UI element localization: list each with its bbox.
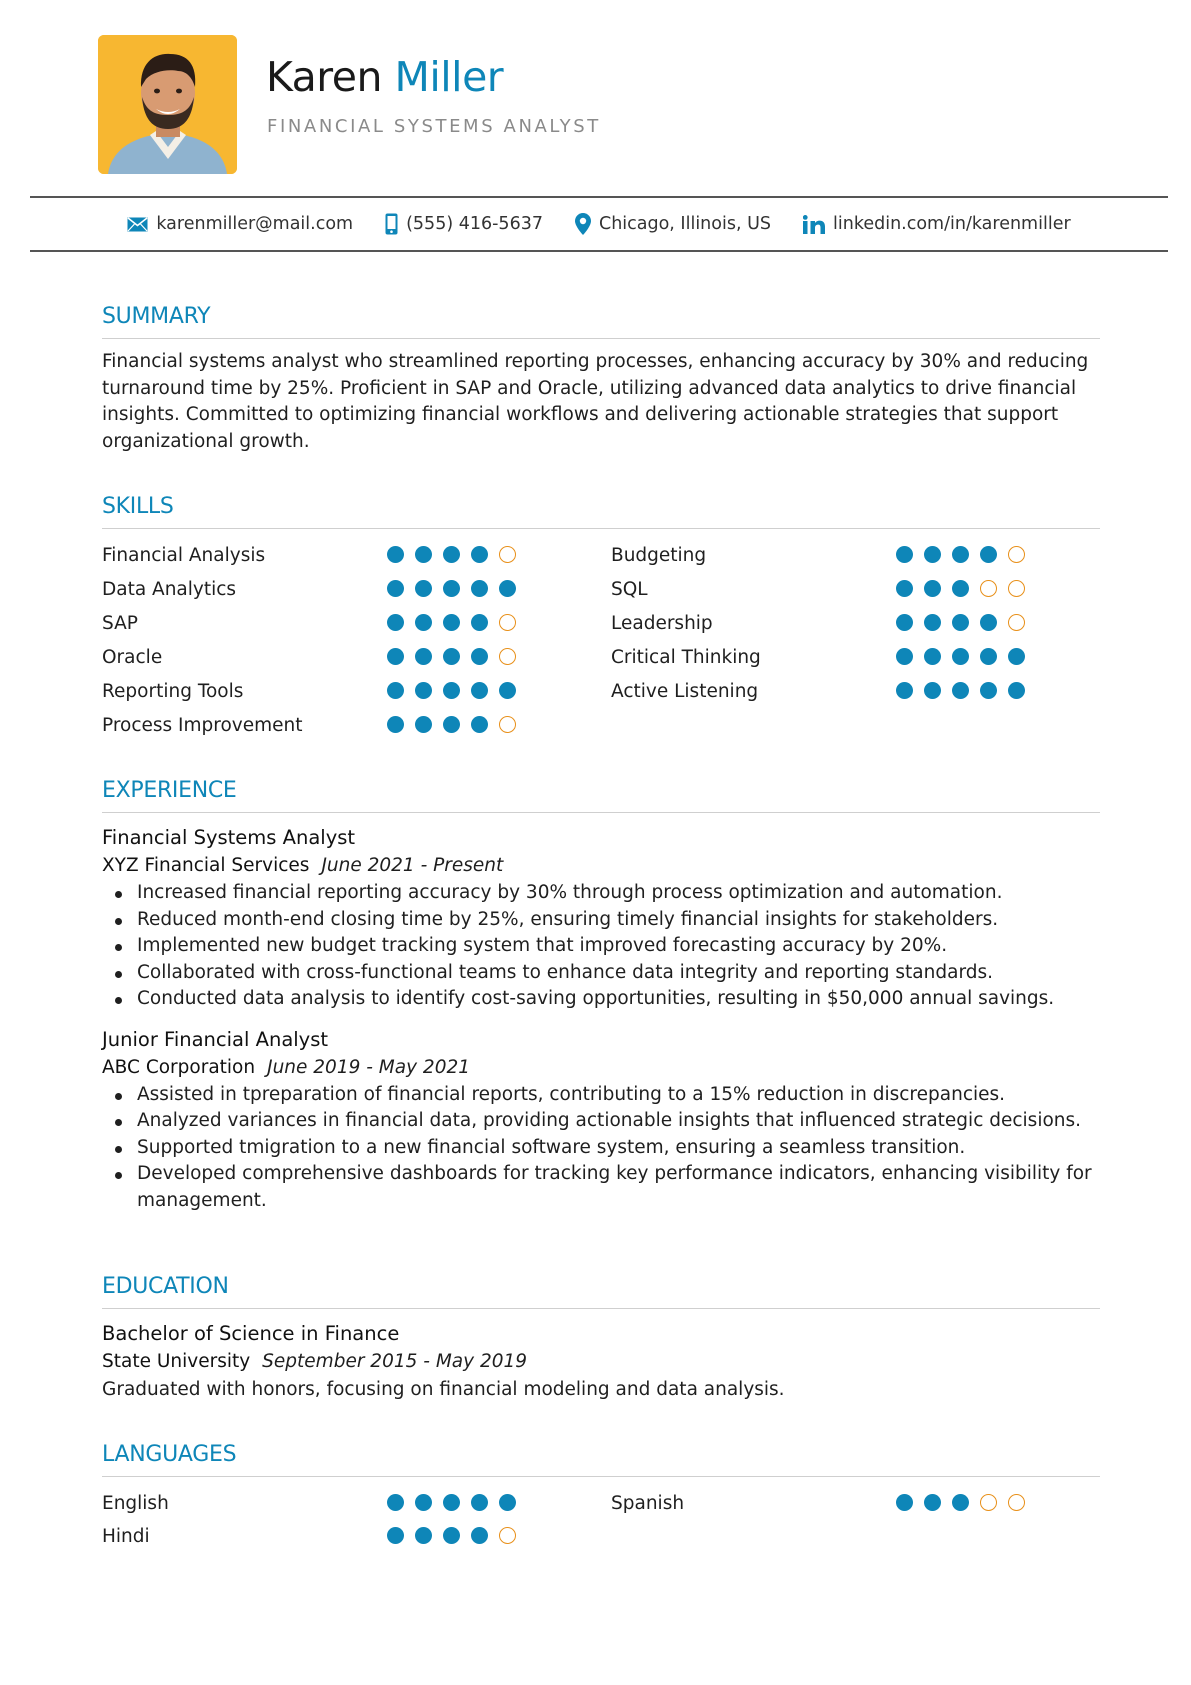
languages-section [102, 1441, 1100, 1558]
education-heading: EDUCATION [102, 1273, 1100, 1309]
rating-dot-filled [471, 682, 488, 699]
education-section [102, 1273, 1100, 1404]
rating-dot-empty [499, 1527, 516, 1544]
language-row [611, 1486, 1041, 1520]
job-position: Junior Financial Analyst [102, 1027, 329, 1051]
rating-dot-filled [896, 1494, 913, 1511]
job-meta [102, 1054, 1100, 1082]
skill-row [611, 606, 1041, 640]
rating-dot-filled [415, 682, 432, 699]
rating-dot-filled [471, 1494, 488, 1511]
rating-dots [896, 614, 1025, 631]
bullet-item: Assisted in tpreparation of financial reports, contributing to a 15% reduction in discrepancies. [102, 1082, 1100, 1109]
envelope-icon [127, 217, 148, 232]
skill-row [102, 538, 532, 572]
job-meta [102, 852, 1100, 880]
job-entry [102, 1026, 1100, 1215]
education-dates: September 2015 - May 2019 [262, 1351, 528, 1372]
bullet-item: Conducted data analysis to identify cost-saving opportunities, resulting in $50,000 annual savings. [102, 986, 1100, 1013]
degree: Bachelor of Science in Finance [102, 1322, 400, 1345]
rating-dot-filled [443, 1494, 460, 1511]
rating-dot-filled [896, 682, 913, 699]
job-title: FINANCIAL SYSTEMS ANALYST [267, 116, 601, 137]
rating-dot-filled [896, 580, 913, 597]
skill-row [611, 572, 1041, 606]
skill-label: Active Listening [611, 680, 759, 702]
skill-label: Process Improvement [102, 714, 303, 736]
last-name: Miller [394, 53, 504, 101]
rating-dot-filled [952, 1494, 969, 1511]
rating-dot-filled [415, 1494, 432, 1511]
skill-row [102, 640, 532, 674]
phone-text: (555) 416-5637 [406, 214, 543, 234]
rating-dot-filled [896, 614, 913, 631]
rating-dots [387, 580, 516, 597]
contact-bar [30, 196, 1168, 252]
linkedin-text: linkedin.com/in/karenmiller [833, 214, 1071, 234]
rating-dot-filled [387, 648, 404, 665]
rating-dot-filled [471, 716, 488, 733]
rating-dot-filled [1008, 682, 1025, 699]
school: State University [102, 1351, 251, 1372]
contact-location [575, 213, 771, 235]
job-company: XYZ Financial Services [102, 855, 310, 876]
skill-label: Data Analytics [102, 578, 237, 600]
bullet-item: Reduced month-end closing time by 25%, ensuring timely financial insights for stakeholders. [102, 907, 1100, 934]
rating-dots [896, 1494, 1025, 1511]
rating-dot-filled [471, 614, 488, 631]
rating-dot-empty [980, 580, 997, 597]
rating-dot-filled [924, 614, 941, 631]
rating-dots [387, 546, 516, 563]
rating-dot-filled [980, 614, 997, 631]
rating-dot-filled [443, 614, 460, 631]
profile-photo [98, 35, 237, 174]
rating-dot-filled [443, 716, 460, 733]
rating-dot-filled [387, 580, 404, 597]
rating-dot-filled [924, 1494, 941, 1511]
skill-label: Oracle [102, 646, 163, 668]
bullet-item: Supported tmigration to a new financial software system, ensuring a seamless transition. [102, 1135, 1100, 1162]
rating-dot-filled [387, 1494, 404, 1511]
job-dates: June 2021 - Present [321, 855, 504, 876]
education-meta [102, 1348, 1100, 1376]
rating-dot-filled [443, 546, 460, 563]
rating-dot-filled [980, 648, 997, 665]
skill-row [102, 572, 532, 606]
rating-dot-filled [952, 580, 969, 597]
contact-linkedin[interactable] [803, 214, 1071, 234]
job-company: ABC Corporation [102, 1056, 256, 1078]
rating-dot-filled [924, 682, 941, 699]
rating-dot-empty [499, 614, 516, 631]
skill-row [102, 606, 532, 640]
languages-grid [102, 1486, 1100, 1558]
contact-phone[interactable] [385, 213, 543, 235]
job-entry [102, 824, 1100, 1013]
summary-heading: SUMMARY [102, 303, 1100, 339]
bullet-item: Collaborated with cross-functional teams to enhance data integrity and reporting standards. [102, 960, 1100, 987]
rating-dot-filled [471, 580, 488, 597]
bullet-item: Analyzed variances in financial data, providing actionable insights that influenced strategic decisions. [102, 1108, 1100, 1135]
rating-dot-filled [415, 648, 432, 665]
rating-dot-filled [952, 546, 969, 563]
rating-dot-filled [387, 614, 404, 631]
rating-dot-filled [952, 614, 969, 631]
rating-dot-filled [499, 682, 516, 699]
rating-dot-filled [415, 716, 432, 733]
rating-dot-empty [1008, 580, 1025, 597]
candidate-name [266, 52, 503, 102]
skill-label: Financial Analysis [102, 544, 266, 566]
language-label: Hindi [102, 1525, 150, 1547]
skill-row [102, 708, 532, 742]
skill-label: Critical Thinking [611, 646, 761, 668]
skills-grid [102, 538, 1100, 744]
skill-label: Reporting Tools [102, 680, 244, 702]
rating-dot-filled [980, 682, 997, 699]
map-pin-icon [575, 213, 591, 235]
rating-dot-empty [499, 648, 516, 665]
rating-dots [896, 648, 1025, 665]
job-position: Financial Systems Analyst [102, 826, 356, 849]
experience-heading: EXPERIENCE [102, 777, 1100, 813]
job-bullets [102, 1082, 1100, 1215]
language-row [102, 1486, 532, 1520]
rating-dot-filled [415, 546, 432, 563]
bullet-item: Implemented new budget tracking system that improved forecasting accuracy by 20%. [102, 933, 1100, 960]
summary-section [102, 303, 1100, 455]
rating-dot-filled [471, 546, 488, 563]
rating-dot-filled [896, 648, 913, 665]
experience-section [102, 777, 1100, 1214]
rating-dot-filled [415, 580, 432, 597]
bullet-item: Developed comprehensive dashboards for tracking key performance indicators, enhancing visibility for management. [102, 1161, 1100, 1214]
skills-section [102, 493, 1100, 744]
skill-row [102, 674, 532, 708]
rating-dots [387, 648, 516, 665]
summary-text: Financial systems analyst who streamlined reporting processes, enhancing accuracy by 30% and reducing turnaround time by 25%. Proficient in SAP and Oracle, utilizing advanced data analytics to drive financial insights. Committed to optimizing financial workflows and delivering actionable strategies that support organizational growth. [102, 351, 1089, 452]
skill-row [611, 538, 1041, 572]
language-label: Spanish [611, 1492, 685, 1514]
first-name: Karen [266, 53, 382, 101]
rating-dot-filled [443, 648, 460, 665]
skill-label: Leadership [611, 612, 713, 634]
rating-dots [387, 716, 516, 733]
education-description: Graduated with honors, focusing on financial modeling and data analysis. [102, 1379, 785, 1400]
phone-icon [385, 213, 398, 235]
rating-dots [896, 580, 1025, 597]
rating-dot-filled [980, 546, 997, 563]
rating-dot-empty [1008, 546, 1025, 563]
job-bullets [102, 880, 1100, 1013]
education-entry [102, 1320, 1100, 1404]
rating-dot-filled [952, 682, 969, 699]
rating-dot-filled [499, 580, 516, 597]
linkedin-icon [803, 215, 825, 234]
rating-dot-empty [1008, 1494, 1025, 1511]
rating-dots [896, 546, 1025, 563]
rating-dot-filled [896, 546, 913, 563]
rating-dot-filled [471, 648, 488, 665]
rating-dot-filled [924, 546, 941, 563]
rating-dot-filled [387, 546, 404, 563]
rating-dots [387, 614, 516, 631]
skill-label: SAP [102, 612, 138, 634]
rating-dots [896, 682, 1025, 699]
rating-dot-filled [499, 1494, 516, 1511]
bullet-item: Increased financial reporting accuracy by 30% through process optimization and automation. [102, 880, 1100, 907]
rating-dot-empty [1008, 614, 1025, 631]
skill-label: SQL [611, 578, 648, 600]
skill-label: Budgeting [611, 544, 707, 566]
rating-dot-filled [387, 716, 404, 733]
contact-email[interactable] [127, 214, 353, 234]
rating-dot-filled [415, 614, 432, 631]
rating-dot-filled [443, 1527, 460, 1544]
rating-dot-filled [952, 648, 969, 665]
rating-dot-filled [387, 1527, 404, 1544]
language-row [102, 1519, 532, 1553]
rating-dot-empty [980, 1494, 997, 1511]
rating-dot-filled [387, 682, 404, 699]
rating-dot-filled [415, 1527, 432, 1544]
skill-row [611, 640, 1041, 674]
job-dates: June 2019 - May 2021 [267, 1056, 471, 1078]
rating-dot-empty [499, 716, 516, 733]
location-text: Chicago, Illinois, US [598, 214, 771, 234]
rating-dots [387, 682, 516, 699]
skill-row [611, 674, 1041, 708]
rating-dot-filled [924, 580, 941, 597]
rating-dots [387, 1494, 516, 1511]
rating-dot-filled [443, 580, 460, 597]
email-text: karenmiller@mail.com [156, 214, 354, 234]
rating-dot-filled [471, 1527, 488, 1544]
rating-dot-filled [443, 682, 460, 699]
rating-dot-filled [1008, 648, 1025, 665]
rating-dots [387, 1527, 516, 1544]
rating-dot-empty [499, 546, 516, 563]
languages-heading: LANGUAGES [102, 1441, 1100, 1477]
skills-heading: SKILLS [102, 493, 1100, 529]
rating-dot-filled [924, 648, 941, 665]
language-label: English [102, 1492, 169, 1514]
